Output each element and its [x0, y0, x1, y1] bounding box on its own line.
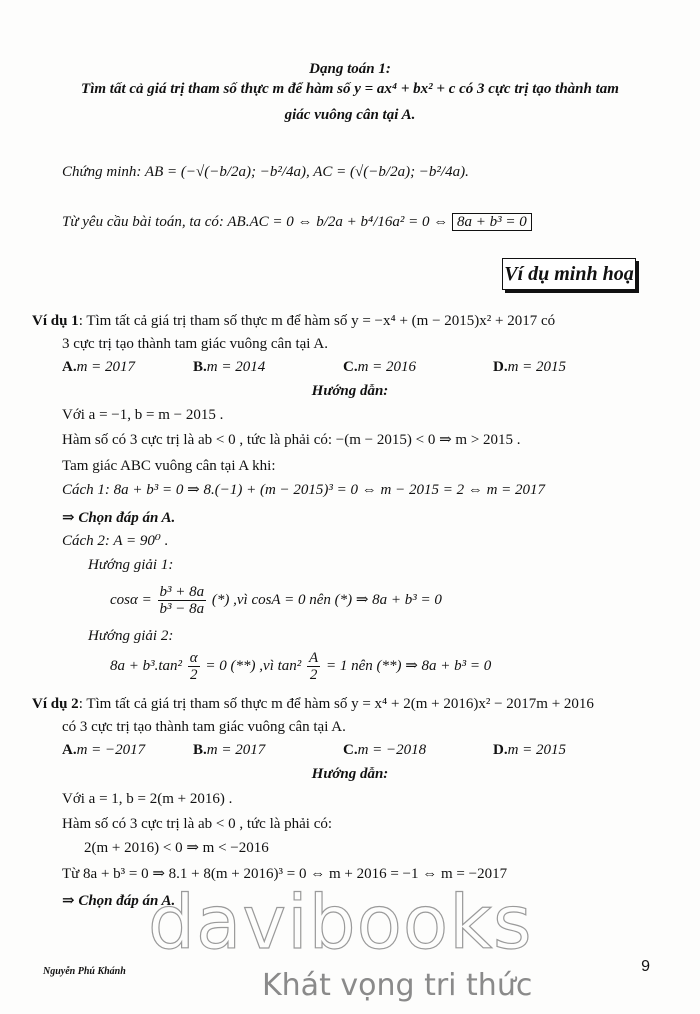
example-2-option-d: D.m = 2015	[493, 742, 567, 758]
requirement-expr: AB.AC = 0 ⇔ b/2a + b⁴/16a² = 0 ⇔	[227, 214, 449, 230]
example-1-option-d: D.m = 2015	[493, 359, 567, 375]
example-1-method-2: Cách 2: A = 90⁰ .	[62, 533, 169, 549]
requirement-line	[62, 213, 532, 231]
problem-line-1: Tìm tất cả giá trị tham số thực m để hàm số y = ax⁴ + bx² + c có 3 cực trị tạo thành tam	[81, 81, 619, 97]
example-1-statement	[32, 312, 555, 330]
example-1-label: Ví dụ 1	[32, 313, 79, 329]
example-1-approach-2: Hướng giải 2:	[88, 628, 174, 644]
vector-ac: AC = (√(−b/2a); −b²/4a)	[313, 164, 466, 180]
proof-label: Chứng minh:	[62, 164, 142, 180]
example-2-text-1: : Tìm tất cả giá trị tham số thực m để hàm số y = x⁴ + 2(m + 2016)x² − 2017m + 2016	[78, 696, 594, 712]
example-1-text-1: : Tìm tất cả giá trị tham số thực m để hàm số y = −x⁴ + (m − 2015)x² + 2017 có	[78, 313, 556, 329]
example-2-step-2: Hàm số có 3 cực trị là ab < 0 , tức là phải có:	[62, 816, 333, 832]
example-2-label: Ví dụ 2	[32, 696, 79, 712]
example-2-answer: ⇒ Chọn đáp án A.	[62, 893, 176, 909]
example-2-option-c: C.m = −2018	[343, 742, 427, 758]
davibooks-watermark: davibooks	[148, 880, 533, 966]
example-1-approach-1: Hướng giải 1:	[88, 557, 174, 573]
example-2-option-a: A.m = −2017	[62, 742, 146, 758]
slogan-watermark: Khát vọng tri thức	[262, 968, 533, 1003]
author-name: Nguyễn Phú Khánh	[43, 966, 126, 977]
example-1-method-1: Cách 1: 8a + b³ = 0 ⇒ 8.(−1) + (m − 2015)³ = 0 ⇔ m − 2015 = 2 ⇔ m = 2017	[62, 482, 546, 498]
proof-line: Chứng minh: AB = (−√(−b/2a); −b²/4a), AC = (√(−b/2a); −b²/4a).	[62, 164, 469, 180]
vector-ab: AB = (−√(−b/2a); −b²/4a)	[144, 164, 307, 180]
example-1-answer: ⇒ Chọn đáp án A.	[62, 510, 176, 526]
example-2-step-4: Từ 8a + b³ = 0 ⇒ 8.1 + 8(m + 2016)³ = 0 ⇔ m + 2016 = −1 ⇔ m = −2017	[62, 866, 508, 882]
example-2-text-2: có 3 cực trị tạo thành tam giác vuông cân tại A.	[62, 719, 346, 735]
section-title: Dạng toán 1:	[309, 61, 391, 77]
example-1-guide-heading: Hướng dẫn:	[311, 383, 389, 399]
example-2-statement	[32, 695, 594, 713]
requirement-lead: Từ yêu cầu bài toán, ta có:	[62, 214, 224, 230]
problem-line-2: giác vuông cân tại A.	[284, 107, 416, 123]
example-1-option-c: C.m = 2016	[343, 359, 417, 375]
example-1-option-b: B.m = 2014	[193, 359, 266, 375]
example-1-text-2: 3 cực trị tạo thành tam giác vuông cân tại A.	[62, 336, 328, 352]
example-1-step-3: Tam giác ABC vuông cân tại A khi:	[62, 458, 276, 474]
examples-banner: Ví dụ minh hoạ	[502, 258, 636, 290]
example-2-step-3: 2(m + 2016) < 0 ⇒ m < −2016	[84, 840, 269, 856]
example-1-step-1: Với a = −1, b = m − 2015 .	[62, 407, 224, 423]
example-1-option-a: A.m = 2017	[62, 359, 136, 375]
example-2-guide-heading: Hướng dẫn:	[311, 766, 389, 782]
example-1-step-2: Hàm số có 3 cực trị là ab < 0 , tức là phải có: −(m − 2015) < 0 ⇒ m > 2015 .	[62, 432, 521, 448]
example-1-approach-2-formula: 8a + b³.tan² $\frac{\alpha}{2}$ = 0 (**) ,vì tan² $\frac{A}{2}$ = 1 nên (**) ⇒ 8a + b³ = 0	[110, 650, 492, 684]
page-number: 9	[641, 958, 650, 975]
example-1-approach-1-formula: cosα = $\frac{\text{b³ + 8a}}{\text{b³ − 8a}}$ (*) ,vì cosA = 0 nên (*) ⇒ 8a + b³ = 0	[110, 584, 442, 618]
example-2-step-1: Với a = 1, b = 2(m + 2016) .	[62, 791, 233, 807]
example-2-option-b: B.m = 2017	[193, 742, 266, 758]
key-condition-box: 8a + b³ = 0	[452, 213, 532, 231]
